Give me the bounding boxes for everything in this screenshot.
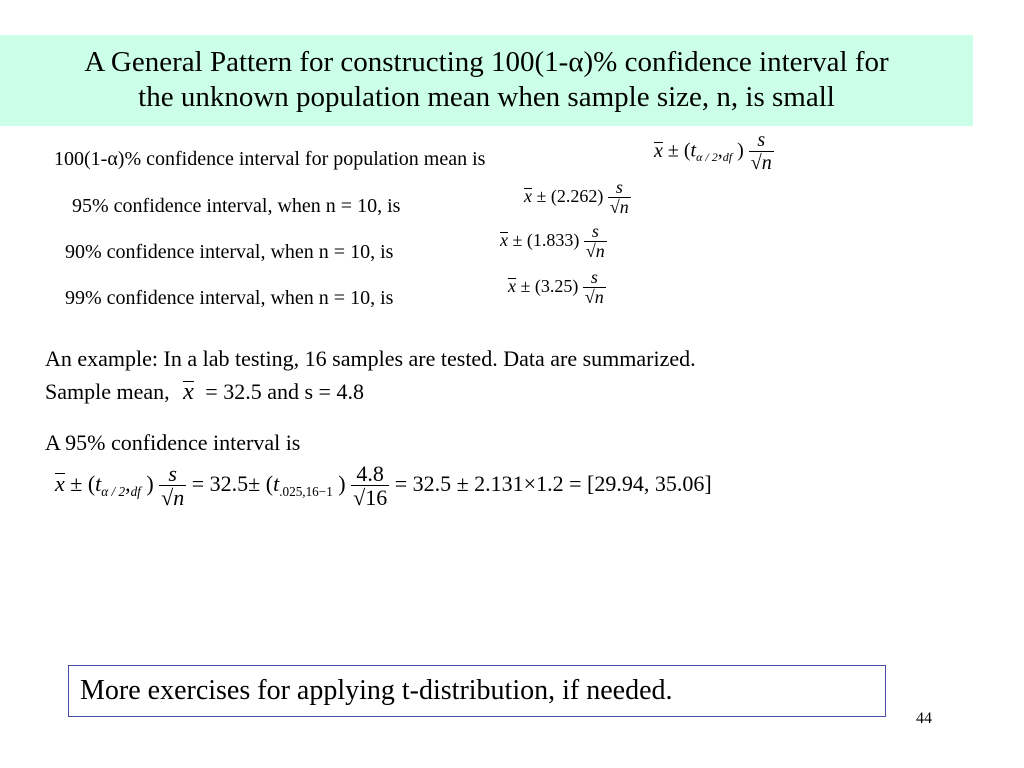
t-value-95: 2.262: [556, 185, 598, 206]
exercise-link-text[interactable]: More exercises for applying t-distribution, if needed.: [80, 675, 673, 706]
title-line-1: A General Pattern for constructing 100(1-α)% confidence interval for: [84, 46, 889, 78]
formula-general: $x \pm (t_{\alpha / 2},_{df}$ ) $\frac{s}{√n}$: [654, 129, 772, 174]
s-over-root-n: $\frac{s}{√n}$: [750, 129, 772, 174]
title-line-2: the unknown population mean when sample size, n, is small: [138, 81, 835, 113]
formula-95: x ± (2.262) $\frac{s}{√n}$: [524, 177, 629, 217]
interval-label-general: 100(1-α)% confidence interval for population mean is: [54, 148, 486, 170]
worked-equation: $x \pm (t_{\alpha / 2},_{df}$ ) $\frac{s}{√n}$ = $32.5\pm (t_{.025,16-1}$ ) $\frac{4.8}{√16}$ = 32.5 ± 2.131×1.2 = [29.94, 35.06]: [55, 461, 712, 511]
xbar-symbol: x: [183, 379, 194, 405]
example-line-2: Sample mean, x = 32.5 and s = 4.8: [45, 379, 364, 405]
interval-label-95: 95% confidence interval, when n = 10, is: [72, 195, 401, 217]
exercise-link-box[interactable]: [68, 665, 886, 717]
equation-result: = 32.5 ± 2.131×1.2 = [29.94, 35.06]: [394, 471, 712, 497]
t-value-99: 3.25: [540, 275, 573, 296]
formula-90: x ± (1.833) $\frac{s}{√n}$: [500, 221, 605, 261]
xbar-symbol: x: [654, 139, 663, 162]
formula-99: x ± (3.25) $\frac{s}{√n}$: [508, 267, 604, 307]
page-number: 44: [916, 710, 932, 727]
interval-label-99: 99% confidence interval, when n = 10, is: [65, 287, 394, 309]
example-line-1: An example: In a lab testing, 16 samples are tested. Data are summarized.: [45, 346, 696, 371]
ci-heading: A 95% confidence interval is: [45, 430, 301, 455]
interval-label-90: 90% confidence interval, when n = 10, is: [65, 241, 394, 263]
title-banner: [0, 35, 973, 126]
t-value-90: 1.833: [532, 229, 574, 250]
